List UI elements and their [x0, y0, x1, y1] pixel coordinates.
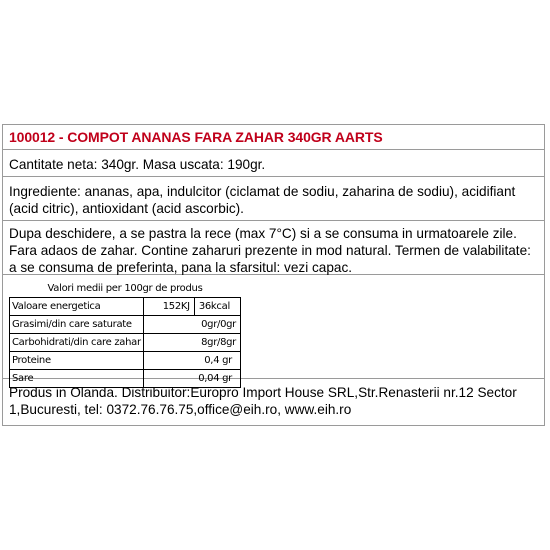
- nutrition-table: [9, 280, 241, 388]
- nutrient-name: Valoare energetica: [10, 298, 144, 316]
- nutrient-value: 0,04 gr: [143, 370, 240, 388]
- table-row: [10, 352, 241, 370]
- nutrient-name: Sare: [10, 370, 144, 388]
- table-row: [10, 316, 241, 334]
- nutrient-name: Proteine: [10, 352, 144, 370]
- nutrient-kj: 152KJ: [143, 298, 194, 316]
- ingredients-text: Ingrediente: ananas, apa, indulcitor (ciclamat de sodiu, zaharina de sodiu), acidifiant (acid citric), antioxidant (acid ascorbic).: [3, 177, 544, 221]
- nutrient-name: Carbohidrati/din care zahar: [10, 334, 144, 352]
- table-row: [10, 334, 241, 352]
- product-title: 100012 - COMPOT ANANAS FARA ZAHAR 340GR AARTS: [3, 125, 544, 150]
- nutrient-name: Grasimi/din care saturate: [10, 316, 144, 334]
- nutrient-value: 0gr/0gr: [143, 316, 240, 334]
- producer-info-text: Produs in Olanda. Distribuitor:Europro Import House SRL,Str.Renasterii nr.12 Sector 1,Bucuresti, tel: 0372.76.76.75,office@eih.ro, www.eih.ro: [9, 385, 517, 417]
- storage-instructions-text: Dupa deschidere, a se pastra la rece (max 7°C) si a se consuma in urmatoarele zile. Fara adaos de zahar. Contine zaharuri prezente in mod natural. Termen de valabilitate: a se consuma de preferinta, pana la sfarsitul: vezi capac.: [3, 221, 544, 275]
- product-label-card: [2, 124, 545, 426]
- nutrient-value: 8gr/8gr: [143, 334, 240, 352]
- net-quantity-text: Cantitate neta: 340gr. Masa uscata: 190gr.: [3, 150, 544, 177]
- nutrient-value: 0,4 gr: [143, 352, 240, 370]
- nutrition-table-header: Valori medii per 100gr de produs: [10, 280, 241, 298]
- nutrient-value: 36kcal: [194, 298, 240, 316]
- nutrition-section: [3, 275, 544, 384]
- table-row: [10, 298, 241, 316]
